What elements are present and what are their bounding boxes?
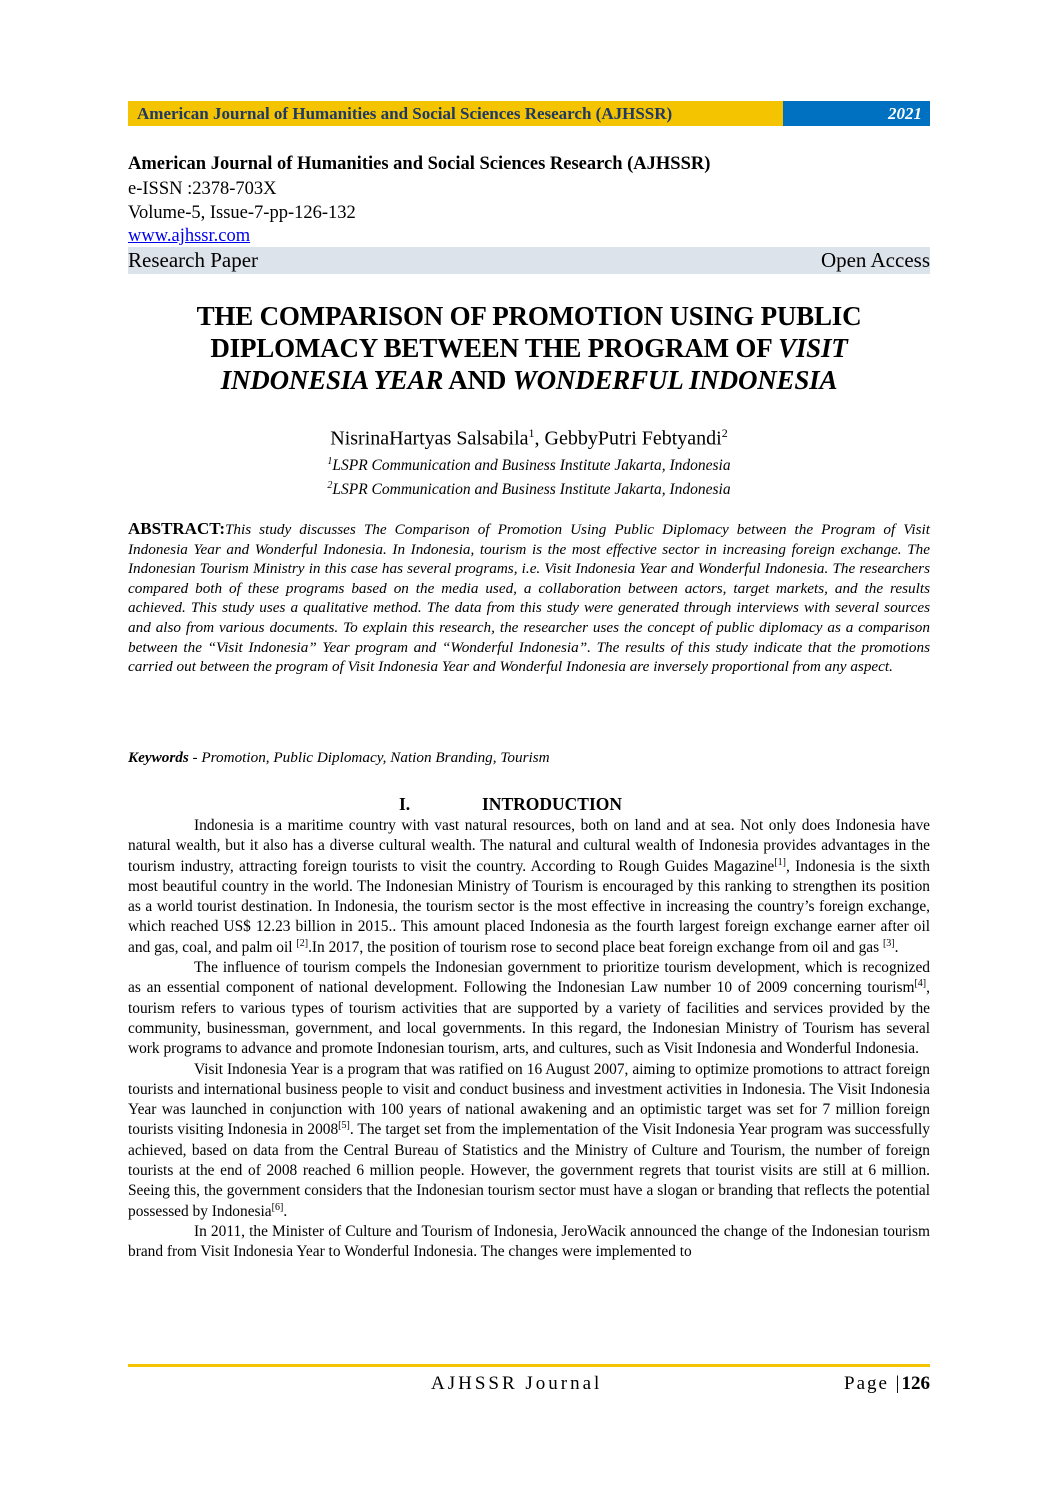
title-line-3-italic-a: INDONESIA YEAR: [220, 365, 444, 395]
title-line-2: [128, 332, 930, 364]
p1-text-d: .: [894, 938, 899, 956]
volume-issue: Volume-5, Issue-7-pp-126-132: [128, 203, 356, 223]
journal-banner: [128, 101, 930, 126]
access-type: Open Access: [820, 248, 930, 272]
author-1-sup: 1: [528, 426, 535, 440]
paper-type-bar: [128, 247, 930, 274]
affiliation-1: [128, 452, 930, 476]
paragraph-1: [128, 816, 930, 958]
affiliation-1-sup: 1: [327, 455, 333, 467]
p3-text-a: Visit Indonesia Year is a program that was ratified on 16 August 2007, aiming to optimize promotions to attract foreign tourists and international business people to visit and conduct business and investment activities in Indonesia. The Visit Indonesia Year was launched in conjunction with 100 years of national awakening and an optimistic target was set for 7 million foreign tourists visiting Indonesia in 2008: [128, 1060, 930, 1139]
author-2: GebbyPutri Febtyandi: [544, 427, 722, 450]
keywords: [128, 749, 930, 767]
banner-journal-name: American Journal of Humanities and Social Sciences Research (AJHSSR): [128, 101, 783, 126]
author-2-sup: 2: [721, 426, 728, 440]
p1-text-c: .In 2017, the position of tourism rose to second place beat foreign exchange from oil and gas: [308, 938, 883, 956]
citation-ref[interactable]: [5]: [338, 1120, 350, 1132]
citation-ref[interactable]: [3]: [882, 937, 895, 949]
paper-title: [128, 300, 930, 396]
keywords-text: - Promotion, Public Diplomacy, Nation Branding, Tourism: [188, 749, 550, 766]
section-title: INTRODUCTION: [482, 794, 623, 814]
page-footer: [128, 1373, 930, 1399]
journal-meta: [128, 152, 930, 274]
citation-ref[interactable]: [4]: [914, 978, 927, 990]
journal-name: American Journal of Humanities and Social Sciences Research (AJHSSR): [128, 154, 711, 174]
paragraph-3: [128, 1060, 930, 1222]
body-text: [128, 816, 930, 1263]
section-number: I.: [399, 794, 411, 814]
citation-ref[interactable]: [6]: [271, 1201, 284, 1213]
p1-text-a: Indonesia is a maritime country with vast natural resources, both on land and at sea. Not only does Indonesia have natural wealth, but it also has a diverse cultural wealth. The natural and cultural wealth of Indonesia provides advantages in the tourism industry, attracting foreign tourists to visit the country. According to Rough Guides Magazine: [128, 817, 930, 875]
author-names: [128, 420, 930, 452]
title-line-2-italic: VISIT: [778, 333, 848, 363]
abstract-label: ABSTRACT:: [128, 519, 225, 538]
title-line-3-italic-b: WONDERFUL INDONESIA: [512, 365, 838, 395]
citation-ref[interactable]: [2]: [296, 937, 309, 949]
footer-journal: AJHSSR Journal: [431, 1373, 603, 1394]
issn: e-ISSN :2378-703X: [128, 179, 277, 199]
title-line-1: THE COMPARISON OF PROMOTION USING PUBLIC: [196, 301, 862, 331]
p3-text-b: . The target set from the implementation of the Visit Indonesia Year program was successfully achieved, based on data from the Central Bureau of Statistics and the Ministry of Culture and Tourism, the number of foreign tourists at the end of 2008 reached 6 million people. However, the government regrets that tourist visits are still at 6 million. Seeing this, the government considers that the Indonesian tourism sector must have a slogan or branding that reflects the potential possessed by Indonesia: [128, 1121, 930, 1220]
p1-text-b: , Indonesia is the sixth most beautiful country in the world. The Indonesian Ministry of Tourism is encouraged by this ranking to strengthen its position as a world tourist destination. In Indonesia, the tourism sector is the most effective in increasing the country’s foreign exchange, which reached US$ 12.23 billion in 2015.. This amount placed Indonesia as the fourth largest foreign exchange earner after oil and gas, coal, and palm oil: [128, 857, 931, 956]
title-line-2-text: DIPLOMACY BETWEEN THE PROGRAM OF: [210, 333, 779, 363]
authors-block: [128, 420, 930, 500]
keywords-label: Keywords: [128, 749, 189, 766]
paragraph-2: [128, 958, 930, 1059]
affiliation-1-text: LSPR Communication and Business Institute Jakarta, Indonesia: [332, 456, 731, 474]
affiliation-2: [128, 476, 930, 500]
abstract: [128, 519, 930, 677]
title-line-3: [128, 364, 930, 396]
paragraph-4: In 2011, the Minister of Culture and Tourism of Indonesia, JeroWacik announced the change of the Indonesian tourism brand from Visit Indonesia Year to Wonderful Indonesia. The changes were implemented to: [128, 1222, 930, 1261]
citation-ref[interactable]: [1]: [774, 856, 786, 868]
journal-url-link[interactable]: www.ajhssr.com: [128, 226, 251, 246]
p2-text-a: The influence of tourism compels the Indonesian government to prioritize tourism development, which is recognized as an essential component of national development. Following the Indonesian Law number 10 of 2009 concerning tourism: [128, 959, 930, 997]
affiliation-2-sup: 2: [327, 479, 333, 491]
footer-page-number: 126: [901, 1373, 930, 1394]
author-separator: ,: [534, 427, 545, 450]
footer-divider: [128, 1364, 930, 1367]
footer-page: [844, 1373, 930, 1395]
title-line-3-text: AND: [443, 365, 513, 395]
footer-page-label: Page |: [844, 1373, 902, 1394]
banner-year: 2021: [783, 101, 930, 126]
affiliation-2-text: LSPR Communication and Business Institute Jakarta, Indonesia: [332, 480, 731, 498]
author-1: NisrinaHartyas Salsabila: [330, 427, 529, 450]
abstract-text: This study discusses The Comparison of Promotion Using Public Diplomacy between the Program of Visit Indonesia Year and Wonderful Indonesia. In Indonesia, tourism is the most effective sector in increasing foreign exchange. The Indonesian Tourism Ministry in this case has several programs, i.e. Visit Indonesia Year and Wonderful Indonesia. The researchers compared both of these programs based on the media used, a collaboration between actors, target markets, and the results achieved. This study uses a qualitative method. The data from this study were generated through interviews with several sources and also from various documents. To explain this research, the researcher uses the concept of public diplomacy as a comparison between the “Visit Indonesia” Year program and “Wonderful Indonesia”. The results of this study indicate that the promotions carried out between the program of Visit Indonesia Year and Wonderful Indonesia are inversely proportional from any aspect.: [128, 521, 930, 676]
p2-text-b: , tourism refers to various types of tourism activities that are supported by a variety of facilities and services provided by the community, businessman, government, and local governments. In this regard, the Indonesian Ministry of Tourism has several work programs to advance and promote Indonesian tourism, arts, and cultures, such as Visit Indonesia and Wonderful Indonesia.: [128, 979, 930, 1058]
p3-text-c: .: [283, 1202, 288, 1220]
paper-type: Research Paper: [128, 248, 259, 272]
